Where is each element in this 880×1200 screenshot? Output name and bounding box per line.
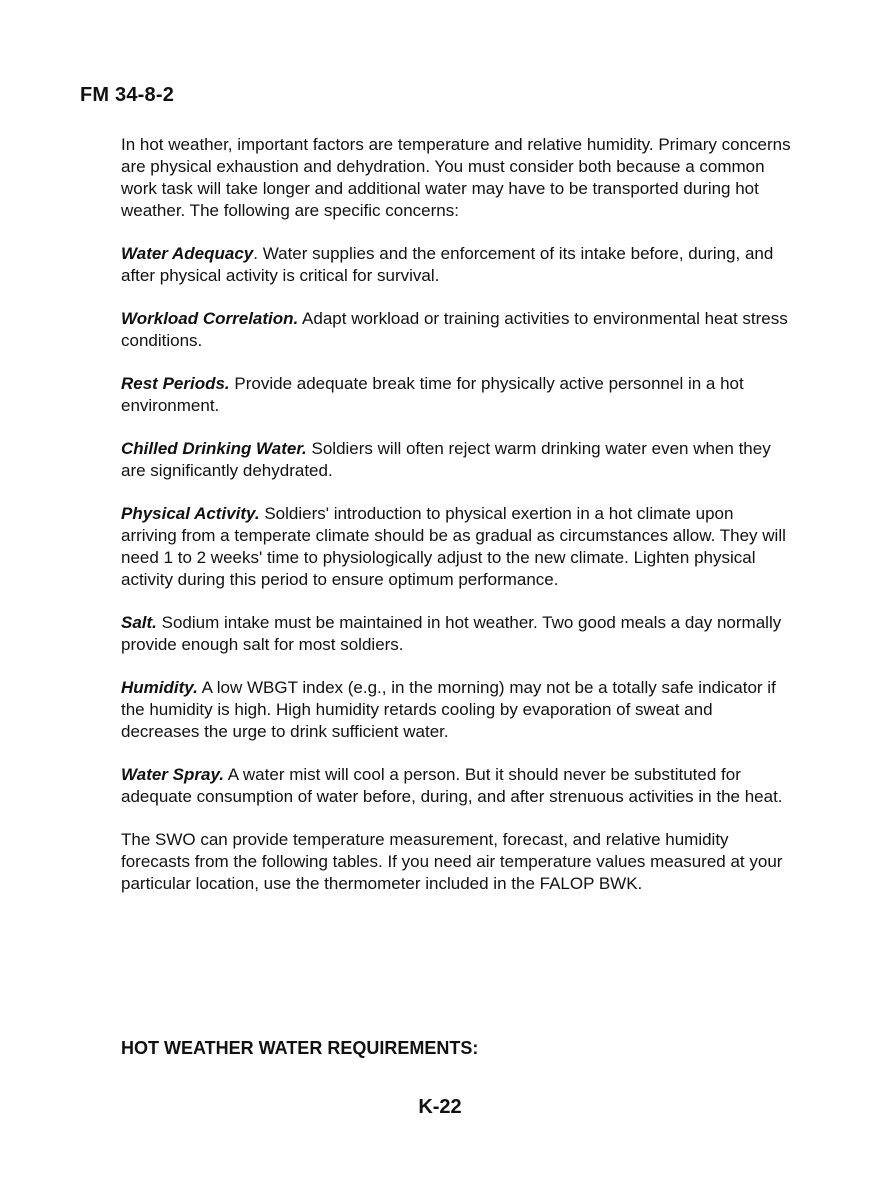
concern-text: Soldiers will often reject warm drinking water even when they are significantly dehydrated. <box>121 439 771 480</box>
body-text <box>121 134 793 916</box>
concern-salt <box>121 612 793 656</box>
concern-term: Rest Periods. <box>121 374 230 393</box>
concern-text: Sodium intake must be maintained in hot weather. Two good meals a day normally provide enough salt for most soldiers. <box>121 613 782 654</box>
concern-water-adequacy <box>121 243 793 287</box>
page-number: K-22 <box>418 1096 462 1118</box>
section-heading: HOT WEATHER WATER REQUIREMENTS: <box>121 1038 479 1058</box>
concern-water-spray <box>121 764 793 808</box>
concern-text: A low WBGT index (e.g., in the morning) may not be a totally safe indicator if the humidity is high. High humidity retards cooling by evaporation of sweat and decreases the urge to drink sufficient water. <box>121 678 776 741</box>
concern-term: Water Adequacy <box>121 244 254 263</box>
concern-text: . Water supplies and the enforcement of its intake before, during, and after physical activity is critical for survival. <box>121 244 774 285</box>
concern-chilled-drinking-water <box>121 438 793 482</box>
concern-term: Chilled Drinking Water. <box>121 439 307 458</box>
concern-term: Workload Correlation. <box>121 309 299 328</box>
concern-term: Humidity. <box>121 678 198 697</box>
concern-term: Water Spray. <box>121 765 224 784</box>
closing-paragraph: The SWO can provide temperature measurement, forecast, and relative humidity forecasts from the following tables. If you need air temperature values measured at your particular location, use the thermometer included in the FALOP BWK. <box>121 830 783 893</box>
concern-term: Salt. <box>121 613 157 632</box>
concern-text: Provide adequate break time for physically active personnel in a hot environment. <box>121 374 744 415</box>
intro-paragraph: In hot weather, important factors are temperature and relative humidity. Primary concerns are physical exhaustion and dehydration. You must consider both because a common work task will take longer and additional water may have to be transported during hot weather. The following are specific concerns: <box>121 135 791 220</box>
document-id: FM 34-8-2 <box>80 84 175 106</box>
concern-physical-activity <box>121 503 793 591</box>
concern-text: A water mist will cool a person. But it should never be substituted for adequate consumption of water before, during, and after strenuous activities in the heat. <box>121 765 783 806</box>
concern-humidity <box>121 677 793 743</box>
concern-rest-periods <box>121 373 793 417</box>
concern-term: Physical Activity. <box>121 504 260 523</box>
concern-workload-correlation <box>121 308 793 352</box>
concern-text: Soldiers' introduction to physical exertion in a hot climate upon arriving from a temperate climate should be as gradual as circumstances allow. They will need 1 to 2 weeks' time to physiologically adjust to the new climate. Lighten physical activity during this period to ensure optimum performance. <box>121 504 786 589</box>
concern-text: Adapt workload or training activities to environmental heat stress conditions. <box>121 309 788 350</box>
